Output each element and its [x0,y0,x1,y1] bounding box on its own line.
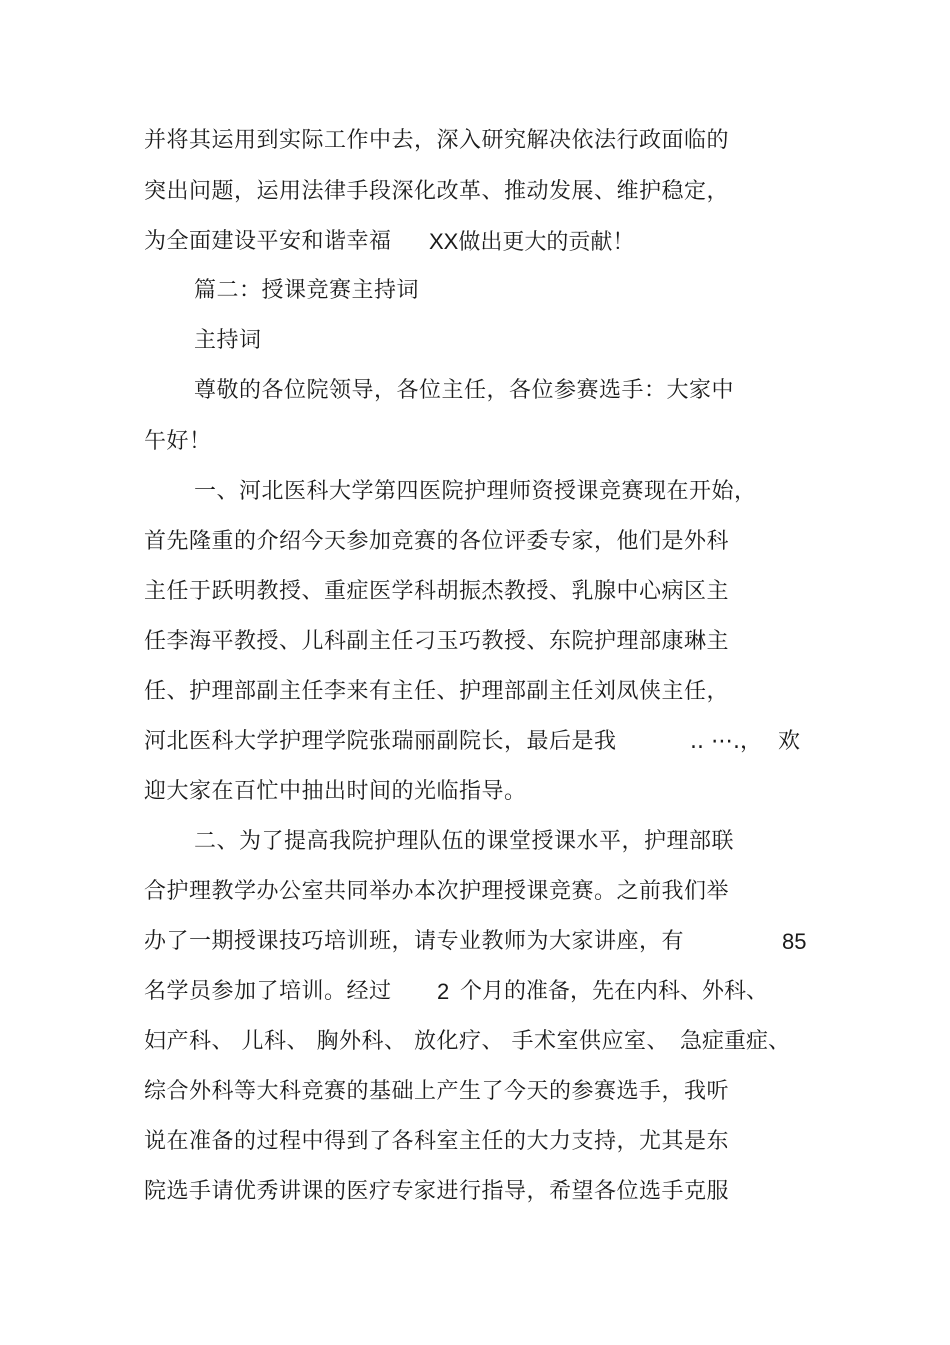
number-fragment: 85 [782,929,807,954]
paragraph-line: 突出问题，运用法律手段深化改革、推动发展、维护稳定， [144,179,730,204]
paragraph-line: 名学员参加了培训。经过 [144,979,392,1004]
subheading: 主持词 [194,328,262,353]
paragraph-line: 一、河北医科大学第四医院护理师资授课竞赛现在开始， [194,479,757,504]
paragraph-line: 主任于跃明教授、重症医学科胡振杰教授、乳腺中心病区主 [144,579,730,604]
paragraph-line: 二、为了提高我院护理队伍的课堂授课水平，护理部联 [194,829,735,854]
paragraph-line: 合护理教学办公室共同举办本次护理授课竞赛。之前我们举 [144,879,730,904]
paragraph-line: 办了一期授课技巧培训班，请专业教师为大家讲座，有 [144,929,685,954]
paragraph-line-end: 欢 [778,729,801,754]
paragraph-line: 综合外科等大科竞赛的基础上产生了今天的参赛选手，我听 [144,1079,730,1104]
paragraph-line: 为全面建设平安和谐幸福 [144,229,392,254]
paragraph-line: 任李海平教授、儿科副主任刁玉巧教授、东院护理部康琳主 [144,629,730,654]
paragraph-line: 院选手请优秀讲课的医疗专家进行指导，希望各位选手克服 [144,1179,730,1204]
paragraph-line-continuation: XX做出更大的贡献！ [429,229,635,254]
number-fragment: 2 [437,979,450,1004]
paragraph-line-continuation: 急症重症、 [680,1029,791,1054]
paragraph-line: 并将其运用到实际工作中去，深入研究解决依法行政面临的 [144,128,730,153]
ellipsis-fragment: .. ⋯.， [690,729,762,754]
paragraph-line: 说在准备的过程中得到了各科室主任的大力支持，尤其是东 [144,1129,730,1154]
section-heading: 篇二：授课竞赛主持词 [194,278,420,303]
paragraph-line: 首先隆重的介绍今天参加竞赛的各位评委专家，他们是外科 [144,529,730,554]
paragraph-line-continuation: 个月的准备，先在内科、外科、 [460,979,769,1004]
paragraph-line: 妇产科、 儿科、 胸外科、 放化疗、 手术室供应室、 [144,1029,669,1054]
paragraph-line: 迎大家在百忙中抽出时间的光临指导。 [144,779,527,804]
paragraph-line: 河北医科大学护理学院张瑞丽副院长，最后是我 [144,729,617,754]
paragraph-line: 尊敬的各位院领导，各位主任，各位参赛选手：大家中 [194,378,735,403]
paragraph-line: 任、护理部副主任李来有主任、护理部副主任刘凤侠主任， [144,679,730,704]
paragraph-line: 午好！ [144,429,212,454]
